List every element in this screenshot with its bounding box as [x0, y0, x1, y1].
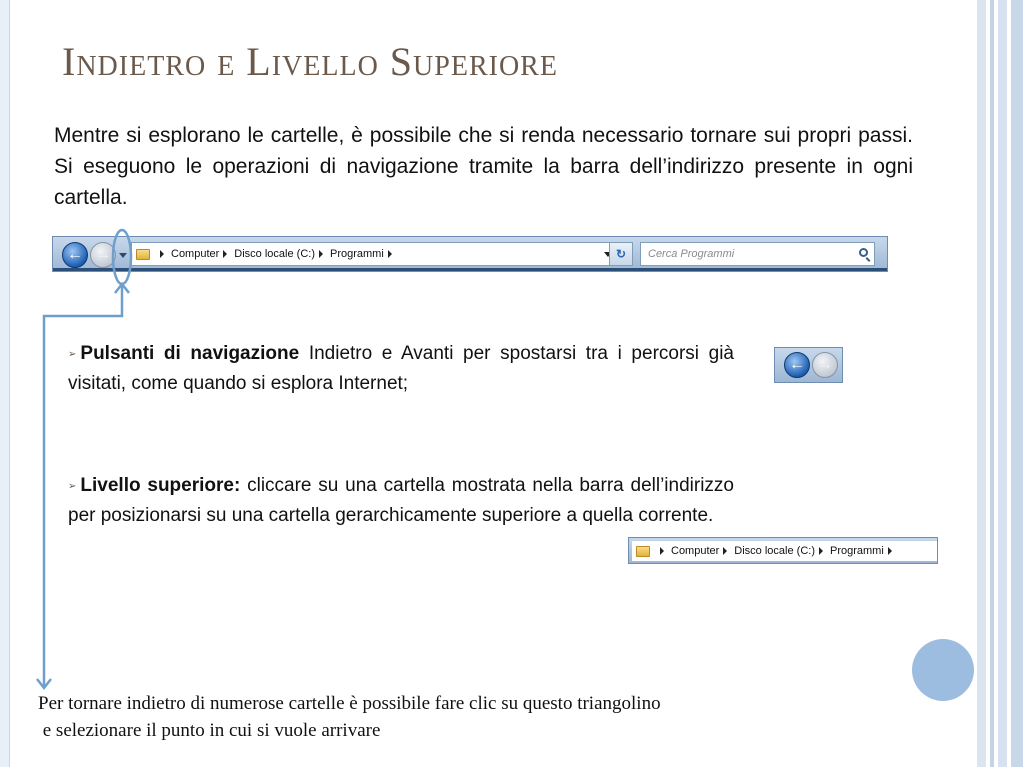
breadcrumb-programmi[interactable]: Programmi — [329, 248, 384, 260]
bullet-arrow-icon: ➢ — [68, 481, 77, 492]
address-bar — [52, 236, 888, 272]
breadcrumb-disco-locale: Disco locale (C:) — [734, 545, 815, 557]
forward-arrow-icon: → — [817, 356, 833, 373]
breadcrumb-programmi: Programmi — [829, 545, 884, 557]
caption-line-2: e selezionare il punto in cui si vuole arrivare — [38, 720, 381, 741]
recent-pages-dropdown[interactable] — [119, 253, 127, 258]
caption-line-1: Per tornare indietro di numerose cartelle è possibile fare clic su questo triangolino — [38, 693, 661, 714]
back-button[interactable] — [62, 242, 88, 268]
bullet-upper-level — [68, 471, 734, 530]
search-box[interactable] — [640, 242, 875, 266]
refresh-button[interactable] — [609, 242, 633, 266]
breadcrumb-computer[interactable]: Computer — [171, 248, 220, 260]
slide-border-left — [0, 0, 10, 767]
search-icon[interactable] — [859, 248, 868, 257]
chevron-right-icon[interactable] — [388, 250, 392, 258]
bullet-navigation-buttons — [68, 339, 734, 398]
folder-icon — [636, 546, 650, 557]
bullet-text: Indietro e Avanti per spostarsi tra i percorsi già visitati, come quando si esplora Internet; — [68, 343, 734, 394]
breadcrumb-thumbnail — [628, 537, 938, 564]
forward-button-thumbnail — [812, 352, 838, 378]
chevron-right-icon[interactable] — [160, 250, 164, 258]
slide-title: Indietro e Livello Superiore — [62, 39, 558, 84]
breadcrumb-bar[interactable] — [131, 242, 633, 266]
forward-arrow-icon: → — [95, 246, 111, 263]
refresh-icon: ↻ — [615, 247, 627, 261]
decorative-circle — [912, 639, 974, 701]
navigation-buttons-thumbnail — [774, 347, 843, 383]
chevron-right-icon — [723, 547, 727, 555]
breadcrumb-disco-locale[interactable]: Disco locale (C:) — [234, 248, 315, 260]
back-arrow-icon: ← — [789, 356, 805, 373]
bullet-arrow-icon: ➢ — [68, 349, 77, 360]
back-button-thumbnail — [784, 352, 810, 378]
chevron-right-icon — [660, 547, 664, 555]
bullet-title: Pulsanti di navigazione — [80, 343, 300, 364]
search-input[interactable] — [641, 243, 841, 265]
arrow-down-icon — [37, 679, 51, 688]
bullet-title: Livello superiore: — [80, 475, 241, 496]
arrow-up-icon — [115, 284, 129, 293]
chevron-right-icon — [819, 547, 823, 555]
back-arrow-icon: ← — [67, 246, 83, 263]
address-bar-divider — [53, 268, 887, 271]
forward-button[interactable] — [90, 242, 116, 268]
breadcrumb-computer: Computer — [671, 545, 720, 557]
slide-border-right — [977, 0, 1023, 767]
intro-paragraph: Mentre si esplorano le cartelle, è possibile che si renda necessario tornare sui propri passi. Si eseguono le operazioni di navigazione tramite la barra dell’indirizzo presente in ogni cartella. — [54, 124, 913, 209]
chevron-right-icon[interactable] — [319, 250, 323, 258]
folder-icon — [136, 249, 150, 260]
chevron-right-icon — [888, 547, 892, 555]
bullet-text: cliccare su una cartella mostrata nella barra dell’indirizzo per posizionarsi su una cartella gerarchicamente superiore a quella corrente. — [68, 475, 734, 526]
caption — [38, 690, 661, 744]
chevron-right-icon[interactable] — [223, 250, 227, 258]
